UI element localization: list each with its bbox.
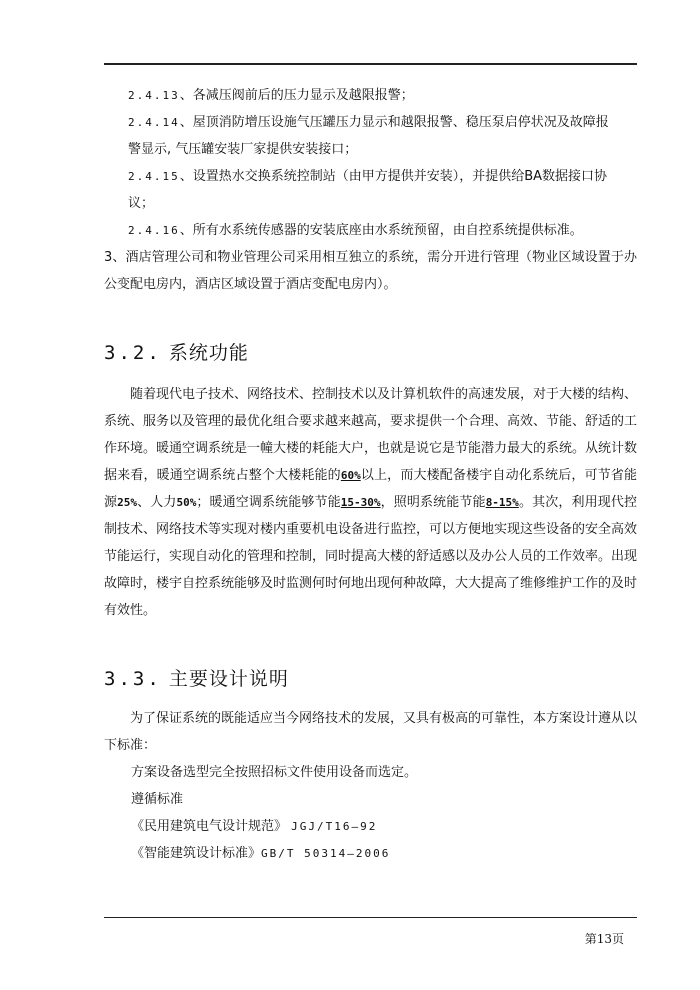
- header-rule: [104, 63, 637, 65]
- design-line: 遵循标准: [131, 792, 184, 807]
- list-item: 2.4.15、设置热水交换系统控制站（由甲方提供并安装），并提供给BA数据接口协: [128, 169, 608, 184]
- stat-value: 50%: [176, 496, 197, 509]
- item-number: 2.4.14: [128, 116, 180, 129]
- item-number: 2.4.13: [128, 89, 180, 102]
- list-item: 2.4.13、各减压阀前后的压力显示及越限报警；: [128, 88, 414, 103]
- section-heading-3-2: 3.2. 系统功能: [104, 342, 249, 364]
- page-number: 第13页: [584, 932, 624, 946]
- stat-value: 25%: [117, 496, 138, 509]
- section-heading-3-3: 3.3. 主要设计说明: [104, 668, 289, 690]
- footer-rule: [104, 917, 637, 918]
- item-number: 2.4.16: [128, 224, 180, 237]
- stat-value: 15-30%: [340, 496, 381, 509]
- system-function-paragraph: 随着现代电子技术、网络技术、控制技术以及计算机软件的高速发展，对于大楼的结构、系统、服务以及管理的最优化组合要求越来越高，要求提供一个合理、高效、节能、舒适的工作环境。暖通空调系统是一幢大楼的耗能大户，也就是说它是节能潜力最大的系统。从统计数据来看，暖通空调系统占整个大楼耗能的60%以上，而大楼配备楼宇自动化系统后，可节省能源25%、人力50%；暖通空调系统能够节能15-30%，照明系统能节能8-15%。其次，利用现代控制技术、网络技术等实现对楼内重要机电设备进行监控，可以方便地实现这些设备的安全高效节能运行，实现自动化的管理和控制，同时提高大楼的舒适感以及办公人员的工作效率。出现故障时，楼宇自控系统能够及时监测何时何地出现何种故障，大大提高了维修维护工作的及时有效性。: [104, 387, 638, 618]
- page-content: [104, 82, 637, 867]
- list-item: 2.4.14、屋顶消防增压设施气压罐压力显示和越限报警、稳压泵启停状况及故障报: [128, 115, 609, 130]
- standard-item: 《民用建筑电气设计规范》 JGJ/T16—92: [131, 819, 378, 834]
- list-item: 2.4.16、所有水系统传感器的安装底座由水系统预留，由自控系统提供标准。: [128, 223, 583, 238]
- list-item-continuation: 警显示, 气压罐安装厂家提供安装接口；: [128, 142, 358, 157]
- standard-item: 《智能建筑设计标准》GB/T 50314—2006: [131, 846, 391, 861]
- stat-value: 60%: [340, 469, 361, 482]
- design-intro-paragraph: 为了保证系统的既能适应当今网络技术的发展，又具有极高的可靠性，本方案设计遵从以下标准：: [104, 711, 638, 753]
- item-number: 2.4.15: [128, 170, 180, 183]
- item-3-paragraph: 3、酒店管理公司和物业管理公司采用相互独立的系统，需分开进行管理（物业区域设置于办公变配电房内，酒店区域设置于酒店变配电房内）。: [104, 250, 637, 292]
- stat-value: 8-15%: [485, 496, 519, 509]
- design-line: 方案设备选型完全按照招标文件使用设备而选定。: [131, 765, 418, 780]
- list-item-continuation: 议；: [128, 196, 155, 211]
